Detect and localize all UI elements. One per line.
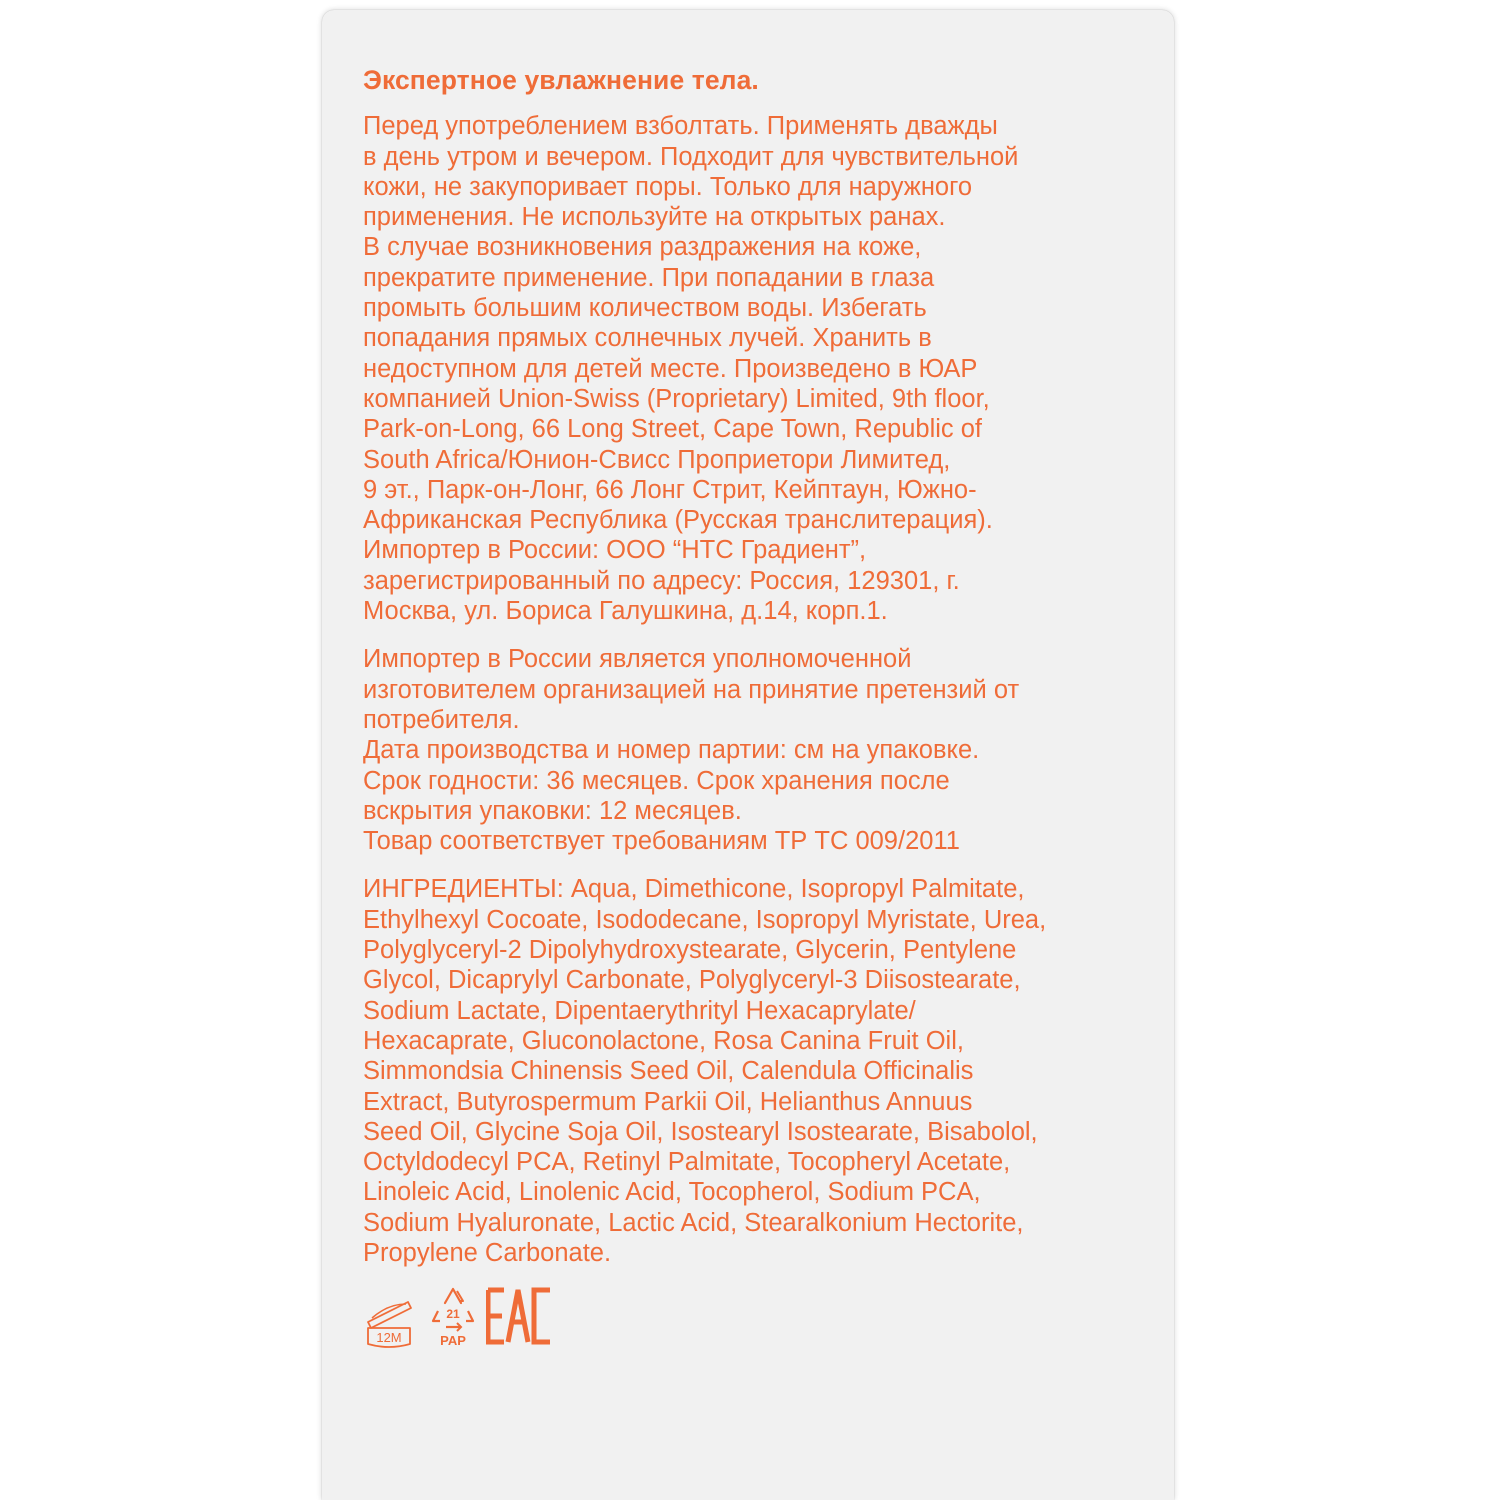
text-line: компанией Union-Swiss (Proprietary) Limited, 9th floor, <box>363 384 990 413</box>
text-line: Octyldodecyl PCA, Retinyl Palmitate, Tocopheryl Acetate, <box>363 1148 1011 1177</box>
text-line: South Africa/Юнион-Свисс Проприетори Лимитед, <box>363 445 951 474</box>
label-title: Экспертное увлажнение тела. <box>363 65 759 95</box>
text-line: в день утром и вечером. Подходит для чувствительной <box>363 142 1019 171</box>
text-line: В случае возникновения раздражения на коже, <box>363 233 922 262</box>
text-line: ИНГРЕДИЕНТЫ: Aqua, Dimethicone, Isopropyl Palmitate, <box>363 875 1025 904</box>
text-line: Park-on-Long, 66 Long Street, Cape Town, Republic of <box>363 415 982 444</box>
text-line: Sodium Hyaluronate, Lactic Acid, Stearalkonium Hectorite, <box>363 1208 1024 1237</box>
text-line: Товар соответствует требованиям ТР ТС 009/2011 <box>363 827 960 856</box>
text-line: вскрытия упаковки: 12 месяцев. <box>363 796 742 825</box>
text-line: Polyglyceryl-2 Dipolyhydroxystearate, Glycerin, Pentylene <box>363 936 1017 965</box>
recycle-label: PAP <box>440 1333 466 1348</box>
text-line: Propylene Carbonate. <box>363 1238 612 1267</box>
product-label-panel <box>322 10 1174 1500</box>
text-line: Linoleic Acid, Linolenic Acid, Tocopherol, Sodium PCA, <box>363 1178 981 1207</box>
text-line: Перед употреблением взболтать. Применять дважды <box>363 112 998 141</box>
recycle-icon <box>428 1285 478 1349</box>
text-line: промыть большим количеством воды. Избегать <box>363 294 927 323</box>
usage-paragraph <box>363 111 1153 626</box>
text-line: Hexacaprate, Gluconolactone, Rosa Canina Fruit Oil, <box>363 1026 964 1055</box>
text-line: Ethylhexyl Cocoate, Isododecane, Isopropyl Myristate, Urea, <box>363 905 1047 934</box>
text-line: Seed Oil, Glycine Soja Oil, Isostearyl Isostearate, Bisabolol, <box>363 1117 1038 1146</box>
text-line: кожи, не закупоривает поры. Только для наружного <box>363 172 973 201</box>
text-line: Москва, ул. Бориса Галушкина, д.14, корп.1. <box>363 597 888 626</box>
text-line: Срок годности: 36 месяцев. Срок хранения после <box>363 766 950 795</box>
text-line: прекратите применение. При попадании в глаза <box>363 263 935 292</box>
text-line: Африканская Республика (Русская транслитерация). <box>363 506 993 535</box>
text-line: Импортер в России является уполномоченной <box>363 645 912 674</box>
text-line: Импортер в России: ООО “НТС Градиент”, <box>363 536 867 565</box>
text-line: потребителя. <box>363 705 520 734</box>
text-line: недоступном для детей месте. Произведено в ЮАР <box>363 354 978 383</box>
text-line: зарегистрированный по адресу: Россия, 129301, г. <box>363 566 960 595</box>
text-line: Sodium Lactate, Dipentaerythrityl Hexacaprylate/ <box>363 996 916 1025</box>
certification-symbols <box>362 1280 662 1350</box>
text-line: попадания прямых солнечных лучей. Хранить в <box>363 324 932 353</box>
eac-mark-icon <box>486 1286 552 1346</box>
open-jar-icon <box>362 1288 416 1348</box>
importer-paragraph <box>363 644 1153 856</box>
text-line: Extract, Butyrospermum Parkii Oil, Helianthus Annuus <box>363 1087 973 1116</box>
text-line: 9 эт., Парк-он-Лонг, 66 Лонг Стрит, Кейптаун, Южно- <box>363 475 977 504</box>
ingredients-paragraph <box>363 874 1153 1268</box>
text-line: Simmondsia Chinensis Seed Oil, Calendula Officinalis <box>363 1057 974 1086</box>
text-line: Glycol, Dicaprylyl Carbonate, Polyglyceryl-3 Diisostearate, <box>363 966 1021 995</box>
pao-label: 12M <box>376 1330 402 1345</box>
recycle-number: 21 <box>446 1307 460 1321</box>
label-content <box>363 65 1153 1268</box>
text-line: изготовителем организацией на принятие претензий от <box>363 675 1020 704</box>
text-line: применения. Не используйте на открытых ранах. <box>363 203 946 232</box>
text-line: Дата производства и номер партии: см на упаковке. <box>363 736 980 765</box>
